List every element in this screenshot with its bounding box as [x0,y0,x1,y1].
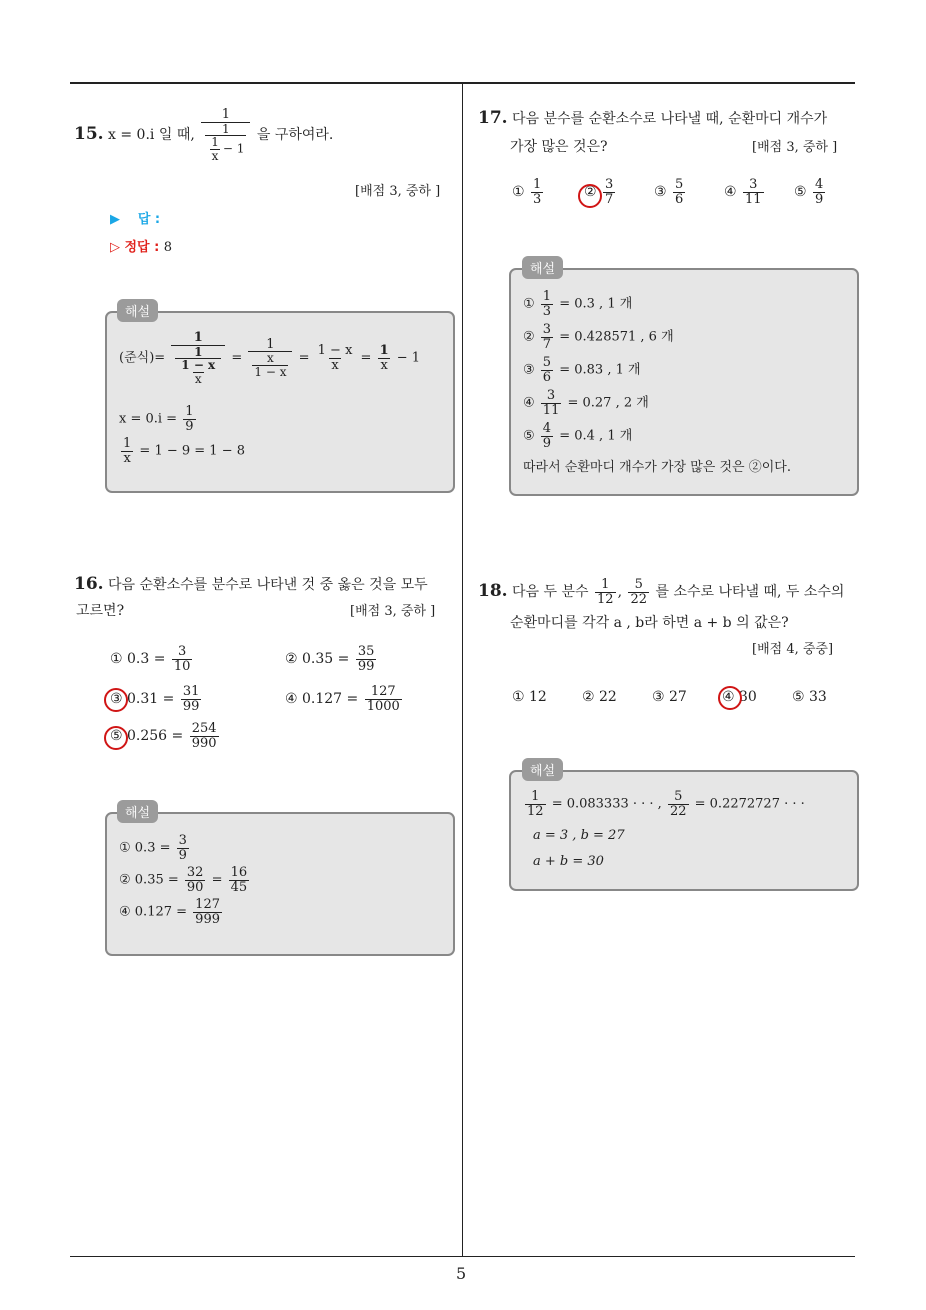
q17-text2: 가장 많은 것은? [510,139,608,155]
q18-option-4[interactable]: ④ 30 [722,689,757,705]
q18-sol-line2: a = 3 , b = 27 [533,828,625,843]
q17-sol-line4: ④ $\frac{3}{11}$ = 0.27 , 2 개 [523,388,649,418]
q17-solution-tag: 해설 [522,256,563,279]
q17-option-4[interactable]: ④ $\frac{3}{11}$ [724,177,762,207]
q16-text: 다음 순환소수를 분수로 나타낸 것 중 옳은 것을 모두 [108,577,428,593]
q16-solution-tag: 해설 [117,800,158,823]
q17-sol-line2: ② $\frac{3}{7}$ = 0.428571 , 6 개 [523,322,674,352]
bottom-rule [70,1256,855,1257]
q17-sol-line1: ① $\frac{1}{3}$ = 0.3 , 1 개 [523,289,633,319]
q15-sol-line1: (준식)= $\frac{1}{\frac{1}{\frac{1 - x}{x}}}$ = $\frac{1}{\frac{x}{1 - x}}$ = $\frac{1 - x}{x}$ = $\frac{1}{x}$ − 1 [119,330,421,386]
q15-answer-label: 답 : [137,212,161,227]
q15-answer-row [110,208,160,227]
q18-text2: 순환마디를 각각 a , b라 하면 a + b 의 값은? [510,615,789,631]
q16-question [74,574,454,594]
q16-option-1[interactable]: ① 0.3 = $\frac{3}{10}$ [110,644,191,674]
q18-sol-line1: $\frac{1}{12}$ = 0.083333 · · · , $\frac{5}{22}$ = 0.2272727 · · · [527,789,805,819]
q18-option-5[interactable]: ⑤ 33 [792,689,827,705]
q17-option-3[interactable]: ③ $\frac{5}{6}$ [654,177,684,207]
q18-question: 18. 다음 두 분수 $\frac{1}{12}$ , $\frac{5}{22}$ 를 소수로 나타낼 때, 두 소수의 [478,577,845,607]
q15-fraction: 1 1 $\frac{1}{x}$ − 1 [201,108,250,162]
q16-meta: [배점 3, 중하 ] [350,604,436,619]
q16-text2: 고르면? [76,603,125,619]
q18-text-a: 다음 두 분수 [512,584,589,601]
q15-sol-line2: x = 0.i = $\frac{1}{9}$ [119,404,194,434]
q16-sol-line3: ④ 0.127 = $\frac{127}{999}$ [119,897,220,927]
q16-option-5-mark [104,726,128,750]
q17-sol-line3: ③ $\frac{5}{6}$ = 0.83 , 1 개 [523,355,641,385]
q16-sol-line2: ② 0.35 = $\frac{32}{90}$ = $\frac{16}{45}$ [119,865,248,895]
q18-sol-line3: a + b = 30 [533,854,604,869]
q17-number: 17. [478,108,508,128]
q15-number: 15. [74,124,104,145]
q17-solution-box [509,268,859,496]
q17-sol-line5: ⑤ $\frac{4}{9}$ = 0.4 , 1 개 [523,421,633,451]
q18-option-4-mark [718,686,742,710]
q18-option-1[interactable]: ① 12 [512,689,547,705]
q16-solution-box [105,812,455,956]
q18-option-2[interactable]: ② 22 [582,689,617,705]
q17-option-5[interactable]: ⑤ $\frac{4}{9}$ [794,177,824,207]
outline-play-icon: ▷ [110,240,120,255]
q18-text-b: 를 소수로 나타낼 때, 두 소수의 [655,584,845,601]
q17-question [478,108,858,128]
q18-number: 18. [478,581,508,602]
column-divider [462,84,463,1256]
page-number: 5 [456,1264,467,1283]
q16-option-4[interactable]: ④ 0.127 = $\frac{127}{1000}$ [285,684,400,714]
q15-question [74,108,333,162]
q16-option-2[interactable]: ② 0.35 = $\frac{35}{99}$ [285,644,375,674]
q18-solution-box [509,770,859,891]
q17-text: 다음 분수를 순환소수로 나타낼 때, 순환마디 개수가 [512,111,828,127]
q15-text-b: 을 구하여라. [256,127,334,144]
q15-text-a: x = 0.i 일 때, [108,127,195,144]
q17-option-2-mark [578,184,602,208]
q15-sol-line3: $\frac{1}{x}$ = 1 − 9 = 1 − 8 [123,436,246,466]
q16-option-5[interactable]: ⑤ 0.256 = $\frac{254}{990}$ [110,721,217,751]
q17-option-2[interactable]: ② $\frac{3}{7}$ [584,177,614,207]
q15-correct-label: 정답 : [124,240,160,255]
q15-meta: [배점 3, 중하 ] [355,184,441,199]
q16-sol-line1: ① 0.3 = $\frac{3}{9}$ [119,833,187,863]
q15-correct-row [110,236,172,255]
q18-solution-tag: 해설 [522,758,563,781]
q17-sol-conclusion: 따라서 순환마디 개수가 가장 많은 것은 ②이다. [523,460,791,475]
play-icon: ▶ [110,212,120,227]
q16-option-3[interactable]: ③ 0.31 = $\frac{31}{99}$ [110,684,200,714]
q18-meta: [배점 4, 중중] [752,642,834,657]
q16-option-3-mark [104,688,128,712]
q17-meta: [배점 3, 중하 ] [752,140,838,155]
q18-option-3[interactable]: ③ 27 [652,689,687,705]
q16-number: 16. [74,574,104,594]
q15-correct-value: 8 [163,240,173,255]
q15-solution-tag: 해설 [117,299,158,322]
q17-option-1[interactable]: ① $\frac{1}{3}$ [512,177,542,207]
q15-solution-box [105,311,455,493]
